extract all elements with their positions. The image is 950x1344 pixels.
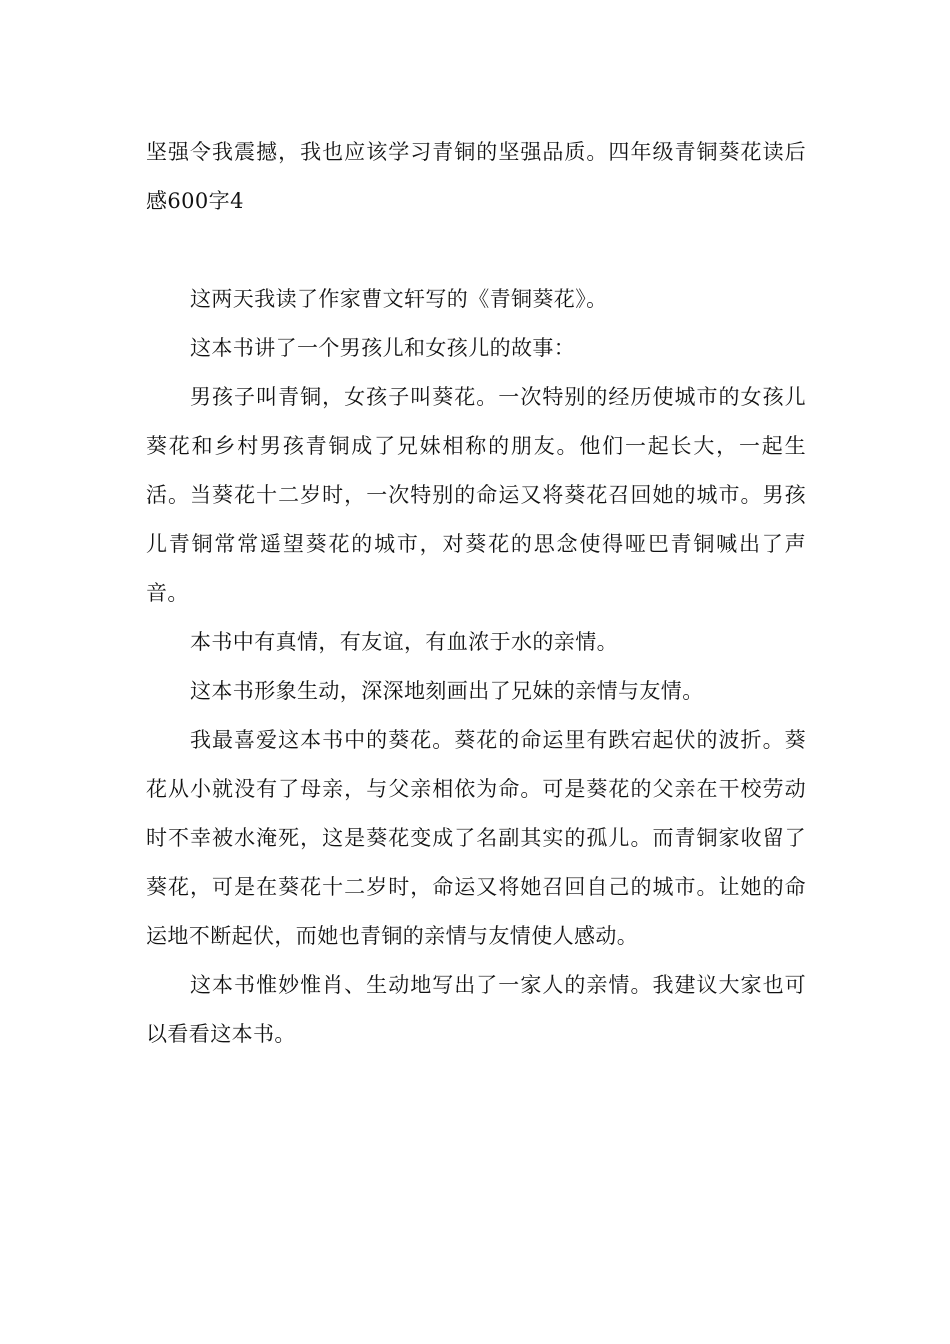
continuation-block: [146, 128, 806, 226]
paragraph-themes: 本书中有真情，有友谊，有血浓于水的亲情。: [190, 630, 618, 654]
paragraph-story-lead: 这本书讲了一个男孩儿和女孩儿的故事：: [190, 336, 576, 360]
paragraph-intro: 这两天我读了作家曹文轩写的《青铜葵花》。: [190, 287, 608, 311]
continuation-paragraph: 坚强令我震撼，我也应该学习青铜的坚强品质。四年级青铜葵花读后感600字4: [146, 140, 806, 213]
paragraph-recommendation: 这本书惟妙惟肖、生动地写出了一家人的亲情。我建议大家也可以看看这本书。: [146, 973, 806, 1046]
essay-body: [146, 275, 806, 1059]
paragraph-portrayal: 这本书形象生动，深深地刻画出了兄妹的亲情与友情。: [190, 679, 704, 703]
paragraph-story: 男孩子叫青铜，女孩子叫葵花。一次特别的经历使城市的女孩儿葵花和乡村男孩青铜成了兄妹相称的朋友。他们一起长大，一起生活。当葵花十二岁时，一次特别的命运又将葵花召回她的城市。男孩儿青铜常常遥望葵花的城市，对葵花的思念使得哑巴青铜喊出了声音。: [146, 385, 806, 605]
paragraph-favorite-character: 我最喜爱这本书中的葵花。葵花的命运里有跌宕起伏的波折。葵花从小就没有了母亲，与父亲相依为命。可是葵花的父亲在干校劳动时不幸被水淹死，这是葵花变成了名副其实的孤儿。而青铜家收留了葵花，可是在葵花十二岁时，命运又将她召回自己的城市。让她的命运地不断起伏，而她也青铜的亲情与友情使人感动。: [146, 728, 806, 948]
